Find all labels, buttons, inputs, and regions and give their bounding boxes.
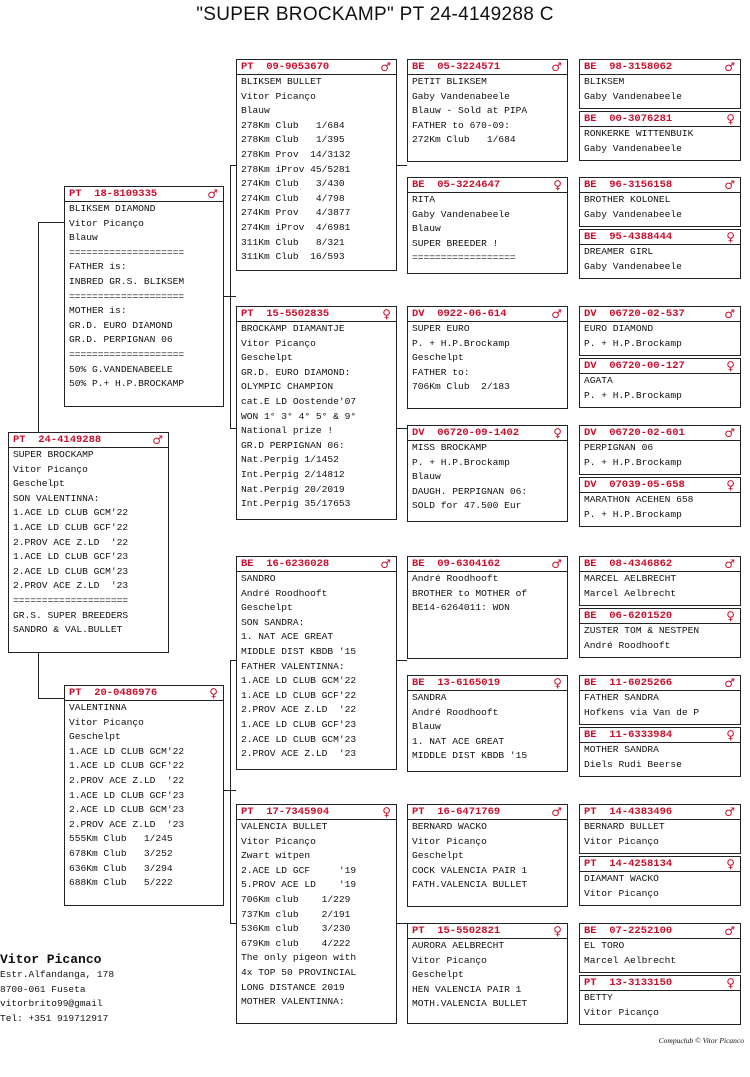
pigeon-line: Geschelpt [13, 478, 65, 490]
pigeon-line: 2.PROV ACE Z.LD '22 [69, 774, 185, 786]
pigeon-line: PERPIGNAN 06 [584, 442, 654, 453]
male-icon: ♂ [551, 307, 562, 321]
ring-number: BE 00-3076281 [580, 112, 740, 127]
connector-line [38, 698, 64, 699]
ring-number: BE 13-6165019 [408, 676, 567, 691]
pigeon-line: Hofkens via Van de P [584, 706, 700, 718]
pigeon-line: Vitor Picanço [412, 835, 487, 847]
female-icon: ♀ [382, 805, 391, 819]
pigeon-line: INBRED GR.S. BLIKSEM [69, 275, 185, 287]
pigeon-card-g12 [579, 727, 741, 777]
ring-number: PT 17-7345904 [237, 805, 396, 820]
pigeon-line: Blauw [412, 223, 441, 235]
pigeon-line: Geschelpt [412, 850, 464, 862]
connector-line [397, 165, 407, 166]
pigeon-line: 1.ACE LD CLUB GCF'22 [69, 760, 185, 772]
pigeon-line: Gaby Vandenabeele [584, 90, 682, 102]
male-icon: ♂ [724, 805, 735, 819]
pigeon-line: SANDRO [241, 573, 276, 584]
pigeon-line: André Roodhooft [584, 639, 671, 651]
pigeon-card-mff [407, 556, 568, 659]
pigeon-line: 2.PROV ACE Z.LD '22 [241, 704, 357, 716]
pigeon-line: MOTHER VALENTINNA: [241, 996, 345, 1008]
pigeon-line: Vitor Picanço [69, 217, 144, 229]
pigeon-line: WON 1° 3° 4° 5° & 9° [241, 410, 357, 422]
pigeon-line: 688Km Club 5/222 [69, 877, 173, 889]
pigeon-line: Geschelpt [412, 352, 464, 364]
pigeon-line: 278Km Club 1/684 [241, 119, 345, 131]
ring-number: PT 16-6471769 [408, 805, 567, 820]
pigeon-line: SUPER BROCKAMP [13, 449, 94, 460]
ring-number: DV 06720-02-601 [580, 426, 740, 441]
ring-number: BE 08-4346862 [580, 557, 740, 572]
pigeon-card-fmm [407, 425, 568, 522]
pigeon-card-g16 [579, 975, 741, 1025]
pigeon-line: 311Km Club 16/593 [241, 251, 345, 263]
pigeon-line: 706Km Club 2/183 [412, 381, 510, 393]
pigeon-line: ==================== [69, 348, 185, 360]
pigeon-line: Blauw [412, 721, 441, 733]
pigeon-line: 278Km iProv 45/5281 [241, 163, 351, 175]
pigeon-line: Nat.Perpig 1/1452 [241, 454, 339, 466]
connector-line [397, 923, 407, 924]
pigeon-line: 1.ACE LD CLUB GCM'22 [69, 745, 185, 757]
pigeon-line: SON VALENTINNA: [13, 492, 100, 504]
pigeon-line: Gaby Vandenabeele [584, 260, 682, 272]
male-icon: ♂ [724, 426, 735, 440]
pigeon-line: Gaby Vandenabeele [412, 90, 510, 102]
pigeon-card-ff [236, 59, 397, 271]
pigeon-card-mm [236, 804, 397, 1024]
pigeon-line: BROTHER to MOTHER of [412, 587, 528, 599]
pigeon-line: 272Km Club 1/684 [412, 134, 516, 146]
pigeon-line: ================== [412, 252, 516, 264]
pigeon-line: Vitor Picanço [241, 835, 316, 847]
pigeon-line: 2.PROV ACE Z.LD '23 [13, 580, 129, 592]
pigeon-line: GR.D. EURO DIAMOND: [241, 366, 351, 378]
pigeon-line: MISS BROCKAMP [412, 442, 487, 453]
page-title: "SUPER BROCKAMP" PT 24-4149288 C [196, 4, 554, 25]
female-icon: ♀ [726, 230, 735, 244]
pigeon-card-g8 [579, 477, 741, 527]
pigeon-card-g4 [579, 229, 741, 279]
ring-number: BE 16-6236028 [237, 557, 396, 572]
pigeon-line: Int.Perpig 35/17653 [241, 498, 351, 510]
pigeon-card-g6 [579, 358, 741, 408]
pigeon-card-g7 [579, 425, 741, 475]
pigeon-line: 536Km club 3/230 [241, 923, 351, 935]
pigeon-line: Blauw [241, 105, 270, 117]
female-icon: ♀ [553, 426, 562, 440]
female-icon: ♀ [553, 924, 562, 938]
male-icon: ♂ [724, 924, 735, 938]
pigeon-line: BLIKSEM BULLET [241, 76, 322, 87]
pigeon-line: ==================== [69, 246, 185, 258]
pigeon-line: Vitor Picanço [241, 337, 316, 349]
connector-line [230, 165, 231, 428]
pigeon-line: AURORA AELBRECHT [412, 940, 505, 951]
pigeon-line: 274Km Prov 4/3877 [241, 207, 351, 219]
pigeon-line: Marcel Aelbrecht [584, 954, 677, 966]
pigeon-line: P. + H.P.Brockamp [412, 337, 510, 349]
pigeon-line: ZUSTER TOM & NESTPEN [584, 625, 700, 636]
ring-number: DV 06720-00-127 [580, 359, 740, 374]
pigeon-line: 2.ACE LD GCF '19 [241, 864, 357, 876]
ring-number: BE 07-2252100 [580, 924, 740, 939]
female-icon: ♀ [726, 857, 735, 871]
pigeon-line: BETTY [584, 992, 613, 1003]
pigeon-line: National prize ! [241, 425, 334, 437]
pigeon-line: COCK VALENCIA PAIR 1 [412, 864, 528, 876]
male-icon: ♂ [551, 805, 562, 819]
pigeon-line: MOTHER is: [69, 305, 127, 317]
pigeon-line: Gaby Vandenabeele [584, 208, 682, 220]
ring-number: BE 11-6333984 [580, 728, 740, 743]
ring-number: DV 07039-05-658 [580, 478, 740, 493]
ring-number: BE 95-4388444 [580, 230, 740, 245]
pigeon-line: Vitor Picanço [241, 90, 316, 102]
male-icon: ♂ [724, 557, 735, 571]
pigeon-line: 706Km club 1/229 [241, 893, 351, 905]
pigeon-line: 555Km Club 1/245 [69, 833, 173, 845]
pigeon-line: BLIKSEM DIAMOND [69, 203, 156, 214]
ring-number: PT 18-8109335 [65, 187, 223, 202]
pigeon-card-g14 [579, 856, 741, 906]
pigeon-card-fm [236, 306, 397, 520]
pigeon-card-mmf [407, 804, 568, 907]
pigeon-line: FATHER to: [412, 366, 470, 378]
ring-number: PT 20-0486976 [65, 686, 223, 701]
pigeon-line: BLIKSEM [584, 76, 625, 87]
pigeon-line: 1.ACE LD CLUB GCF'23 [13, 551, 129, 563]
pigeon-line: SUPER EURO [412, 323, 470, 334]
pigeon-line: André Roodhooft [412, 706, 499, 718]
pigeon-card-g10 [579, 608, 741, 658]
ring-number: BE 96-3156158 [580, 178, 740, 193]
pigeon-line: Blauw - Sold at PIPA [412, 105, 528, 117]
pigeon-line: 1.ACE LD CLUB GCF'23 [241, 718, 357, 730]
owner-address: Estr.Alfandanga, 178 [0, 969, 115, 980]
pigeon-line: BROCKAMP DIAMANTJE [241, 323, 345, 334]
pigeon-line: BERNARD WACKO [412, 821, 487, 832]
owner-phone: Tel: +351 919712917 [0, 1012, 109, 1024]
pigeon-line: SANDRA [412, 692, 447, 703]
female-icon: ♀ [209, 686, 218, 700]
ring-number: PT 15-5502821 [408, 924, 567, 939]
pigeon-line: PETIT BLIKSEM [412, 76, 487, 87]
copyright: Compuclub © Vitor Picanco [658, 1036, 744, 1045]
pigeon-line: SUPER BREEDER ! [412, 237, 499, 249]
pigeon-card-fff [407, 59, 568, 162]
pigeon-card-mmm [407, 923, 568, 1024]
pigeon-line: P. + H.P.Brockamp [584, 508, 682, 520]
ring-number: PT 14-4383496 [580, 805, 740, 820]
pigeon-line: BE14-6264011: WON [412, 602, 510, 614]
male-icon: ♂ [152, 433, 163, 447]
pigeon-card-g9 [579, 556, 741, 606]
pigeon-line: 2.ACE LD CLUB GCM'23 [13, 565, 129, 577]
owner-postcode: 8700-061 Fuseta [0, 983, 86, 995]
pigeon-line: LONG DISTANCE 2019 [241, 981, 345, 993]
male-icon: ♂ [551, 557, 562, 571]
pigeon-line: OLYMPIC CHAMPION [241, 381, 334, 393]
pigeon-line: 50% G.VANDENABEELE [69, 363, 173, 375]
pigeon-card-g11 [579, 675, 741, 725]
male-icon: ♂ [551, 60, 562, 74]
pigeon-line: MOTHER SANDRA [584, 744, 659, 755]
ring-number: DV 0922-06-614 [408, 307, 567, 322]
pigeon-line: 1. NAT ACE GREAT [412, 735, 505, 747]
pigeon-line: DIAMANT WACKO [584, 873, 659, 884]
pigeon-card-self [8, 432, 169, 653]
pigeon-line: Geschelpt [412, 969, 464, 981]
pigeon-line: 274Km Club 4/798 [241, 192, 345, 204]
pigeon-line: MARATHON ACEHEN 658 [584, 494, 694, 505]
pigeon-line: P. + H.P.Brockamp [584, 389, 682, 401]
pigeon-line: 678Km Club 3/252 [69, 847, 173, 859]
ring-number: BE 09-6304162 [408, 557, 567, 572]
pigeon-line: Geschelpt [69, 731, 121, 743]
connector-line [38, 653, 39, 698]
female-icon: ♀ [726, 728, 735, 742]
pigeon-line: SOLD for 47.500 Eur [412, 500, 522, 512]
pigeon-line: Int.Perpig 2/14812 [241, 468, 345, 480]
pigeon-line: 737Km club 2/191 [241, 908, 351, 920]
pigeon-line: FATHER SANDRA [584, 692, 659, 703]
pigeon-line: BERNARD BULLET [584, 821, 665, 832]
pigeon-line: 2.PROV ACE Z.LD '22 [13, 536, 129, 548]
pigeon-line: 1.ACE LD CLUB GCF'23 [69, 789, 185, 801]
female-icon: ♀ [726, 478, 735, 492]
ring-number: BE 06-6201520 [580, 609, 740, 624]
pigeon-line: FATH.VALENCIA BULLET [412, 879, 528, 891]
pigeon-line: Gaby Vandenabeele [584, 142, 682, 154]
pigeon-line: 2.ACE LD CLUB GCM'23 [69, 804, 185, 816]
pigeon-card-g2 [579, 111, 741, 161]
pigeon-line: 2.PROV ACE Z.LD '23 [69, 818, 185, 830]
male-icon: ♂ [724, 307, 735, 321]
male-icon: ♂ [380, 557, 391, 571]
male-icon: ♂ [380, 60, 391, 74]
pigeon-line: HEN VALENCIA PAIR 1 [412, 983, 522, 995]
pigeon-line: FATHER is: [69, 261, 127, 273]
pigeon-line: GR.D. PERPIGNAN 06 [69, 334, 173, 346]
pigeon-line: Blauw [69, 232, 98, 244]
pigeon-line: 2.ACE LD CLUB GCM'23 [241, 733, 357, 745]
ring-number: PT 24-4149288 [9, 433, 168, 448]
pigeon-line: SANDRO & VAL.BULLET [13, 624, 123, 636]
owner-email: vitorbrito99@gmail [0, 998, 103, 1009]
female-icon: ♀ [726, 609, 735, 623]
pigeon-line: ==================== [69, 290, 185, 302]
pigeon-line: P. + H.P.Brockamp [584, 337, 682, 349]
pigeon-card-fmf [407, 306, 568, 409]
pigeon-line: FATHER to 670-09: [412, 119, 510, 131]
pigeon-line: Vitor Picanço [412, 954, 487, 966]
pigeon-line: MARCEL AELBRECHT [584, 573, 677, 584]
connector-line [38, 222, 39, 432]
connector-line [230, 660, 231, 923]
pigeon-line: 50% P.+ H.P.BROCKAMP [69, 378, 185, 390]
ring-number: PT 14-4258134 [580, 857, 740, 872]
pigeon-line: GR.S. SUPER BREEDERS [13, 609, 129, 621]
pigeon-line: 1.ACE LD CLUB GCM'22 [13, 507, 129, 519]
pigeon-line: DAUGH. PERPIGNAN 06: [412, 485, 528, 497]
pigeon-line: 1.ACE LD CLUB GCF'22 [241, 689, 357, 701]
pigeon-line: 274Km iProv 4/6981 [241, 221, 351, 233]
ring-number: BE 05-3224571 [408, 60, 567, 75]
pigeon-line: The only pigeon with [241, 952, 357, 964]
connector-line [38, 222, 64, 223]
pigeon-line: Diels Rudi Beerse [584, 758, 682, 770]
pigeon-line: ==================== [13, 594, 129, 606]
pigeon-line: Nat.Perpig 20/2019 [241, 483, 345, 495]
pigeon-line: EL TORO [584, 940, 625, 951]
pigeon-line: 278Km Prov 14/3132 [241, 148, 351, 160]
pigeon-card-g3 [579, 177, 741, 227]
pigeon-card-g15 [579, 923, 741, 973]
ring-number: DV 06720-02-537 [580, 307, 740, 322]
pigeon-line: GR.D PERPIGNAN 06: [241, 439, 345, 451]
pigeon-line: Vitor Picanço [13, 463, 88, 475]
pigeon-line: Vitor Picanço [584, 1006, 659, 1018]
pigeon-line: André Roodhooft [412, 573, 499, 584]
pigeon-card-father [64, 186, 224, 407]
pigeon-line: 1.ACE LD CLUB GCM'22 [241, 675, 357, 687]
pigeon-line: RONKERKE WITTENBUIK [584, 128, 694, 139]
pigeon-line: Zwart witpen [241, 850, 311, 862]
ring-number: DV 06720-09-1402 [408, 426, 567, 441]
pigeon-line: 278Km Club 1/395 [241, 134, 345, 146]
pigeon-line: Vitor Picanço [69, 716, 144, 728]
ring-number: PT 13-3133150 [580, 976, 740, 991]
pigeon-line: Vitor Picanço [584, 887, 659, 899]
ring-number: PT 09-9053670 [237, 60, 396, 75]
pigeon-line: André Roodhooft [241, 587, 328, 599]
ring-number: BE 98-3158062 [580, 60, 740, 75]
pigeon-line: BROTHER KOLONEL [584, 194, 671, 205]
pigeon-line: 5.PROV ACE LD '19 [241, 879, 357, 891]
male-icon: ♂ [724, 676, 735, 690]
ring-number: BE 05-3224647 [408, 178, 567, 193]
pigeon-line: Gaby Vandenabeele [412, 208, 510, 220]
pigeon-line: MIDDLE DIST KBDB '15 [241, 645, 357, 657]
pigeon-line: MIDDLE DIST KBDB '15 [412, 750, 528, 762]
pigeon-line: GR.D. EURO DIAMOND [69, 319, 173, 331]
male-icon: ♂ [724, 178, 735, 192]
ring-number: BE 11-6025266 [580, 676, 740, 691]
pigeon-line: Geschelpt [241, 602, 293, 614]
male-icon: ♂ [207, 187, 218, 201]
female-icon: ♀ [382, 307, 391, 321]
female-icon: ♀ [726, 112, 735, 126]
female-icon: ♀ [726, 359, 735, 373]
pigeon-card-ffm [407, 177, 568, 274]
pigeon-line: 1. NAT ACE GREAT [241, 631, 334, 643]
female-icon: ♀ [553, 676, 562, 690]
pigeon-line: FATHER VALENTINNA: [241, 660, 345, 672]
pigeon-line: cat.E LD Oostende'07 [241, 395, 357, 407]
pigeon-line: 274Km Club 3/430 [241, 178, 345, 190]
pigeon-line: 1.ACE LD CLUB GCF'22 [13, 521, 129, 533]
ring-number: PT 15-5502835 [237, 307, 396, 322]
pigeon-card-mother [64, 685, 224, 906]
pigeon-line: 4x TOP 50 PROVINCIAL [241, 966, 357, 978]
pigeon-card-g1 [579, 59, 741, 109]
owner-block [0, 952, 114, 1026]
pigeon-line: P. + H.P.Brockamp [412, 456, 510, 468]
pigeon-card-mf [236, 556, 397, 770]
connector-line [397, 428, 407, 429]
owner-name: Vitor Picanco [0, 952, 102, 967]
pigeon-line: Geschelpt [241, 352, 293, 364]
male-icon: ♂ [724, 60, 735, 74]
pigeon-line: 2.PROV ACE Z.LD '23 [241, 748, 357, 760]
pigeon-card-g13 [579, 804, 741, 854]
pigeon-line: P. + H.P.Brockamp [584, 456, 682, 468]
pigeon-line: DREAMER GIRL [584, 246, 654, 257]
female-icon: ♀ [726, 976, 735, 990]
pigeon-line: RITA [412, 194, 436, 205]
pigeon-line: VALENTINNA [69, 702, 127, 713]
pigeon-line: VALENCIA BULLET [241, 821, 328, 832]
pigeon-line: Marcel Aelbrecht [584, 587, 677, 599]
pigeon-card-mfm [407, 675, 568, 772]
pigeon-line: Blauw [412, 471, 441, 483]
pigeon-line: Vitor Picanço [584, 835, 659, 847]
connector-line [397, 660, 407, 661]
pigeon-line: 679Km club 4/222 [241, 937, 351, 949]
pigeon-line: 636Km Club 3/294 [69, 862, 173, 874]
pigeon-line: EURO DIAMOND [584, 323, 654, 334]
female-icon: ♀ [553, 178, 562, 192]
pigeon-line: AGATA [584, 375, 613, 386]
pigeon-line: MOTH.VALENCIA BULLET [412, 998, 528, 1010]
pigeon-line: SON SANDRA: [241, 616, 305, 628]
pigeon-line: 311Km Club 8/321 [241, 236, 345, 248]
pigeon-card-g5 [579, 306, 741, 356]
